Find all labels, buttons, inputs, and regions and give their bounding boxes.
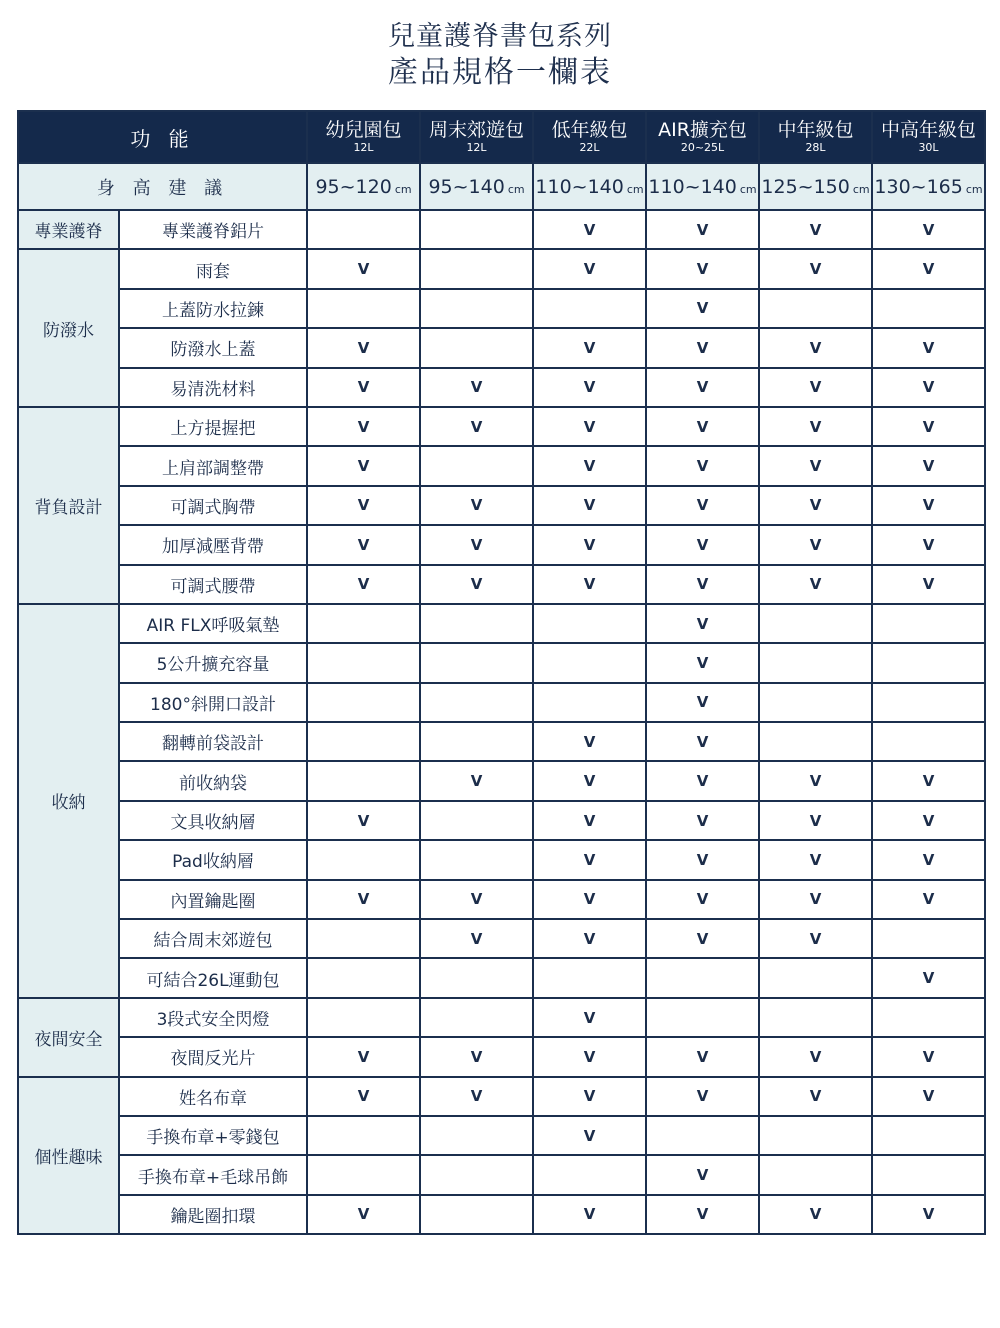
check-mark: V xyxy=(420,486,533,525)
empty-cell xyxy=(420,958,533,997)
feature-label: AIR FLX呼吸氣墊 xyxy=(119,604,307,643)
check-mark: V xyxy=(307,1195,420,1234)
empty-cell xyxy=(533,289,646,328)
spec-table xyxy=(17,110,986,1235)
empty-cell xyxy=(533,604,646,643)
empty-cell xyxy=(646,1116,759,1155)
empty-cell xyxy=(420,289,533,328)
feature-label: 文具收納層 xyxy=(119,801,307,840)
check-mark: V xyxy=(307,801,420,840)
check-mark: V xyxy=(872,880,985,919)
check-mark: V xyxy=(759,525,872,564)
empty-cell xyxy=(420,446,533,485)
check-mark: V xyxy=(759,446,872,485)
check-mark: V xyxy=(759,761,872,800)
empty-cell xyxy=(759,289,872,328)
check-mark: V xyxy=(420,407,533,446)
empty-cell xyxy=(307,998,420,1037)
check-mark: V xyxy=(872,525,985,564)
empty-cell xyxy=(420,801,533,840)
check-mark: V xyxy=(646,1195,759,1234)
product-header: 低年級包 22L xyxy=(533,111,646,163)
check-mark: V xyxy=(307,249,420,288)
check-mark: V xyxy=(646,604,759,643)
check-mark: V xyxy=(533,998,646,1037)
table-row xyxy=(18,289,985,328)
check-mark: V xyxy=(420,761,533,800)
height-range: 110~140 cm xyxy=(533,163,646,210)
check-mark: V xyxy=(646,407,759,446)
empty-cell xyxy=(307,210,420,249)
check-mark: V xyxy=(533,761,646,800)
table-row xyxy=(18,249,985,288)
check-mark: V xyxy=(872,840,985,879)
check-mark: V xyxy=(533,722,646,761)
check-mark: V xyxy=(307,368,420,407)
empty-cell xyxy=(420,210,533,249)
check-mark: V xyxy=(420,1077,533,1116)
empty-cell xyxy=(420,1155,533,1194)
height-range: 110~140 cm xyxy=(646,163,759,210)
feature-label: Pad收納層 xyxy=(119,840,307,879)
check-mark: V xyxy=(420,919,533,958)
feature-label: 夜間反光片 xyxy=(119,1037,307,1076)
empty-cell xyxy=(420,840,533,879)
table-row xyxy=(18,565,985,604)
product-header: 中年級包 28L xyxy=(759,111,872,163)
check-mark: V xyxy=(533,565,646,604)
product-header: 中高年級包 30L xyxy=(872,111,985,163)
empty-cell xyxy=(872,289,985,328)
table-row xyxy=(18,998,985,1037)
check-mark: V xyxy=(646,565,759,604)
check-mark: V xyxy=(759,407,872,446)
check-mark: V xyxy=(646,840,759,879)
empty-cell xyxy=(307,761,420,800)
check-mark: V xyxy=(872,368,985,407)
check-mark: V xyxy=(759,486,872,525)
check-mark: V xyxy=(759,328,872,367)
feature-label: 手換布章+零錢包 xyxy=(119,1116,307,1155)
empty-cell xyxy=(307,840,420,879)
feature-label: 可調式腰帶 xyxy=(119,565,307,604)
check-mark: V xyxy=(307,328,420,367)
check-mark: V xyxy=(646,643,759,682)
check-mark: V xyxy=(533,328,646,367)
check-mark: V xyxy=(420,525,533,564)
check-mark: V xyxy=(646,1155,759,1194)
check-mark: V xyxy=(759,840,872,879)
feature-label: 防潑水上蓋 xyxy=(119,328,307,367)
empty-cell xyxy=(307,683,420,722)
category-label: 防潑水 xyxy=(18,249,119,407)
check-mark: V xyxy=(646,328,759,367)
check-mark: V xyxy=(533,880,646,919)
check-mark: V xyxy=(872,249,985,288)
feature-label: 前收納袋 xyxy=(119,761,307,800)
empty-cell xyxy=(420,998,533,1037)
check-mark: V xyxy=(420,368,533,407)
empty-cell xyxy=(759,998,872,1037)
check-mark: V xyxy=(307,1037,420,1076)
feature-label: 180°斜開口設計 xyxy=(119,683,307,722)
empty-cell xyxy=(533,1155,646,1194)
check-mark: V xyxy=(759,565,872,604)
check-mark: V xyxy=(646,368,759,407)
table-row xyxy=(18,1037,985,1076)
check-mark: V xyxy=(646,722,759,761)
check-mark: V xyxy=(646,880,759,919)
check-mark: V xyxy=(646,210,759,249)
feature-label: 手換布章+毛球吊飾 xyxy=(119,1155,307,1194)
feature-label: 可結合26L運動包 xyxy=(119,958,307,997)
table-row xyxy=(18,210,985,249)
check-mark: V xyxy=(307,1077,420,1116)
check-mark: V xyxy=(646,249,759,288)
header-row xyxy=(18,111,985,163)
check-mark: V xyxy=(533,249,646,288)
empty-cell xyxy=(307,722,420,761)
check-mark: V xyxy=(533,1077,646,1116)
check-mark: V xyxy=(533,368,646,407)
check-mark: V xyxy=(307,407,420,446)
feature-label: 翻轉前袋設計 xyxy=(119,722,307,761)
check-mark: V xyxy=(872,565,985,604)
check-mark: V xyxy=(646,525,759,564)
empty-cell xyxy=(307,604,420,643)
empty-cell xyxy=(307,1155,420,1194)
check-mark: V xyxy=(533,1116,646,1155)
check-mark: V xyxy=(646,919,759,958)
check-mark: V xyxy=(759,1037,872,1076)
feature-label: 上肩部調整帶 xyxy=(119,446,307,485)
check-mark: V xyxy=(533,801,646,840)
table-row xyxy=(18,1195,985,1234)
empty-cell xyxy=(307,1116,420,1155)
check-mark: V xyxy=(533,1195,646,1234)
check-mark: V xyxy=(646,1037,759,1076)
feature-label: 上蓋防水拉鍊 xyxy=(119,289,307,328)
category-label: 夜間安全 xyxy=(18,998,119,1077)
empty-cell xyxy=(307,958,420,997)
check-mark: V xyxy=(759,210,872,249)
feature-label: 雨套 xyxy=(119,249,307,288)
height-range: 125~150 cm xyxy=(759,163,872,210)
check-mark: V xyxy=(646,1077,759,1116)
empty-cell xyxy=(759,683,872,722)
check-mark: V xyxy=(533,525,646,564)
feature-label: 3段式安全閃燈 xyxy=(119,998,307,1037)
function-header: 功 能 xyxy=(18,111,307,163)
title-series: 兒童護脊書包系列 xyxy=(388,21,612,52)
empty-cell xyxy=(420,249,533,288)
empty-cell xyxy=(872,722,985,761)
category-label: 專業護脊 xyxy=(18,210,119,249)
page-title xyxy=(0,20,1000,92)
table-row xyxy=(18,446,985,485)
table-row xyxy=(18,643,985,682)
check-mark: V xyxy=(872,1195,985,1234)
feature-label: 內置鑰匙圈 xyxy=(119,880,307,919)
empty-cell xyxy=(533,643,646,682)
category-label: 收納 xyxy=(18,604,119,998)
empty-cell xyxy=(872,683,985,722)
empty-cell xyxy=(872,1155,985,1194)
check-mark: V xyxy=(646,446,759,485)
check-mark: V xyxy=(872,801,985,840)
empty-cell xyxy=(759,1155,872,1194)
empty-cell xyxy=(307,919,420,958)
check-mark: V xyxy=(872,210,985,249)
empty-cell xyxy=(420,643,533,682)
check-mark: V xyxy=(307,486,420,525)
category-label: 個性趣味 xyxy=(18,1077,119,1235)
check-mark: V xyxy=(759,1077,872,1116)
empty-cell xyxy=(759,722,872,761)
empty-cell xyxy=(872,1116,985,1155)
table-row xyxy=(18,958,985,997)
check-mark: V xyxy=(872,1077,985,1116)
check-mark: V xyxy=(872,446,985,485)
table-row xyxy=(18,604,985,643)
check-mark: V xyxy=(420,1037,533,1076)
check-mark: V xyxy=(533,407,646,446)
empty-cell xyxy=(420,328,533,367)
check-mark: V xyxy=(759,919,872,958)
empty-cell xyxy=(420,683,533,722)
empty-cell xyxy=(307,289,420,328)
empty-cell xyxy=(420,1116,533,1155)
table-row xyxy=(18,761,985,800)
empty-cell xyxy=(872,998,985,1037)
height-label: 身 高 建 議 xyxy=(18,163,307,210)
height-range: 130~165 cm xyxy=(872,163,985,210)
feature-label: 結合周末郊遊包 xyxy=(119,919,307,958)
check-mark: V xyxy=(420,880,533,919)
empty-cell xyxy=(646,998,759,1037)
feature-label: 姓名布章 xyxy=(119,1077,307,1116)
check-mark: V xyxy=(872,958,985,997)
table-row xyxy=(18,486,985,525)
check-mark: V xyxy=(307,525,420,564)
empty-cell xyxy=(872,919,985,958)
empty-cell xyxy=(307,643,420,682)
product-header: 周末郊遊包 12L xyxy=(420,111,533,163)
empty-cell xyxy=(646,958,759,997)
empty-cell xyxy=(420,1195,533,1234)
empty-cell xyxy=(759,1116,872,1155)
empty-cell xyxy=(759,604,872,643)
title-spec-table: 產品規格一欄表 xyxy=(388,55,612,90)
height-row xyxy=(18,163,985,210)
table-row xyxy=(18,801,985,840)
product-header: AIR擴充包 20~25L xyxy=(646,111,759,163)
empty-cell xyxy=(759,958,872,997)
check-mark: V xyxy=(533,210,646,249)
check-mark: V xyxy=(646,683,759,722)
feature-label: 加厚減壓背帶 xyxy=(119,525,307,564)
empty-cell xyxy=(533,958,646,997)
table-row xyxy=(18,1155,985,1194)
check-mark: V xyxy=(533,486,646,525)
empty-cell xyxy=(420,604,533,643)
check-mark: V xyxy=(872,328,985,367)
product-header: 幼兒園包 12L xyxy=(307,111,420,163)
table-row xyxy=(18,722,985,761)
check-mark: V xyxy=(646,486,759,525)
empty-cell xyxy=(533,683,646,722)
feature-label: 易清洗材料 xyxy=(119,368,307,407)
table-row xyxy=(18,840,985,879)
empty-cell xyxy=(759,643,872,682)
height-range: 95~140 cm xyxy=(420,163,533,210)
feature-label: 5公升擴充容量 xyxy=(119,643,307,682)
check-mark: V xyxy=(533,919,646,958)
table-row xyxy=(18,328,985,367)
check-mark: V xyxy=(759,368,872,407)
table-row xyxy=(18,407,985,446)
table-row xyxy=(18,683,985,722)
check-mark: V xyxy=(307,446,420,485)
check-mark: V xyxy=(872,761,985,800)
feature-label: 上方提握把 xyxy=(119,407,307,446)
category-label: 背負設計 xyxy=(18,407,119,604)
empty-cell xyxy=(872,643,985,682)
check-mark: V xyxy=(872,486,985,525)
check-mark: V xyxy=(533,446,646,485)
check-mark: V xyxy=(759,801,872,840)
check-mark: V xyxy=(646,761,759,800)
check-mark: V xyxy=(420,565,533,604)
check-mark: V xyxy=(307,880,420,919)
check-mark: V xyxy=(872,407,985,446)
check-mark: V xyxy=(533,1037,646,1076)
table-row xyxy=(18,919,985,958)
check-mark: V xyxy=(759,880,872,919)
table-row xyxy=(18,880,985,919)
table-row xyxy=(18,525,985,564)
check-mark: V xyxy=(533,840,646,879)
table-row xyxy=(18,1116,985,1155)
empty-cell xyxy=(420,722,533,761)
table-row xyxy=(18,1077,985,1116)
check-mark: V xyxy=(872,1037,985,1076)
check-mark: V xyxy=(646,801,759,840)
feature-label: 鑰匙圈扣環 xyxy=(119,1195,307,1234)
empty-cell xyxy=(872,604,985,643)
feature-label: 專業護脊鋁片 xyxy=(119,210,307,249)
check-mark: V xyxy=(646,289,759,328)
check-mark: V xyxy=(307,565,420,604)
feature-label: 可調式胸帶 xyxy=(119,486,307,525)
table-row xyxy=(18,368,985,407)
check-mark: V xyxy=(759,1195,872,1234)
height-range: 95~120 cm xyxy=(307,163,420,210)
check-mark: V xyxy=(759,249,872,288)
